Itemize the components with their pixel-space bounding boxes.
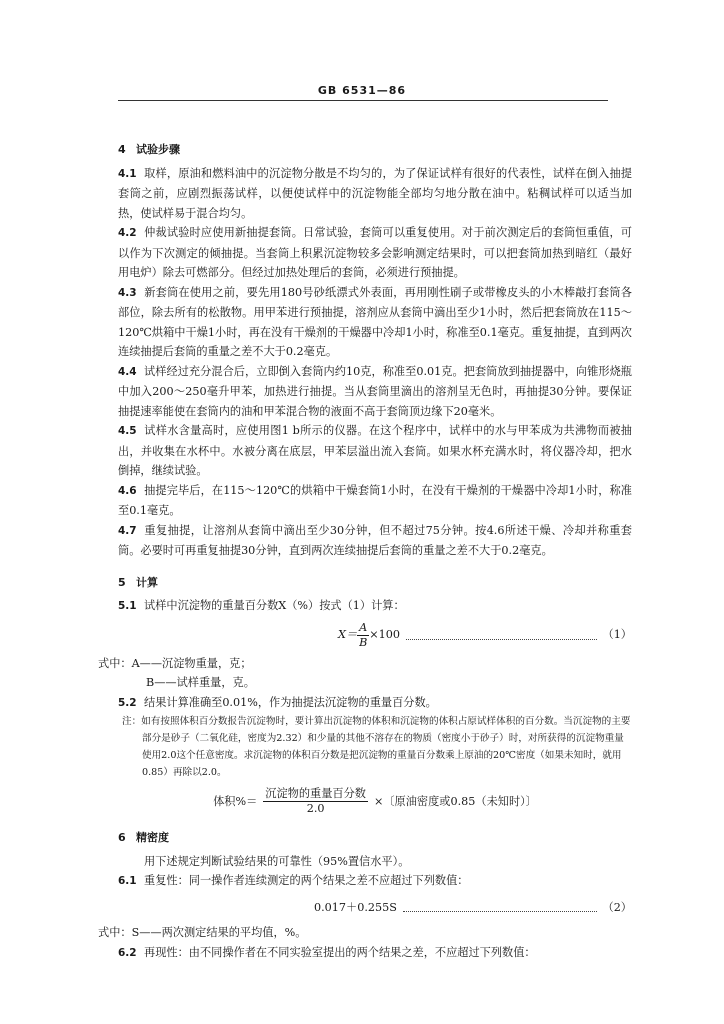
paragraph-number: 6.1 [118, 875, 137, 887]
formula-rhs: ×100 [369, 628, 400, 642]
section-4-title [118, 140, 632, 160]
section-number: 4 [118, 143, 126, 156]
section-5-title [118, 573, 632, 593]
paragraph-text: 试样经过充分混合后，立即倒入套筒内约10克，称准至0.01克。把套筒放到抽提器中，向锥形烧瓶中加入200～250毫升甲苯，加热进行抽提。当从套筒里滴出的溶剂呈无色时，再抽提30分钟。要保证抽提速率能使在套筒内的油和甲苯混合物的液面不高于套筒顶边缘下20毫米。 [118, 364, 632, 418]
definition-b-line [118, 673, 632, 693]
equation-number: （2） [602, 900, 632, 914]
formula-2 [314, 898, 632, 918]
header-rule [118, 100, 608, 101]
paragraph-4-7 [118, 521, 632, 561]
formula-denominator: B [359, 635, 368, 649]
paragraph-6-1 [118, 871, 632, 892]
definition-a: A——沉淀物重量，克； [131, 656, 252, 670]
paragraph-text: 仲裁试验时应使用新抽提套筒。日常试验，套筒可以重复使用。对于前次测定后的套筒恒重值，可以作为下次测定的倾抽提。当套筒上积累沉淀物较多会影响测定结果时，可以把套筒加热到暗红（最好用电炉）除去可燃部分。但经过加热处理后的套筒，必须进行预抽提。 [118, 226, 632, 279]
paragraph-text: 取样，原油和燃料油中的沉淀物分散是不均匀的，为了保证试样有很好的代表性，试样在倒入抽提套筒之前，应剧烈振荡试样，以便使试样中的沉淀物能全部均匀地分散在油中。粘稠试样可以适当加热，使试样易于混合均匀。 [118, 166, 632, 220]
page-header: GB 6531—86 [317, 84, 407, 97]
formula-denominator: 2.0 [306, 802, 325, 815]
formula-rhs: ×〔原油密度或0.85（未知时）〕 [373, 794, 537, 808]
paragraph-text: 试样中沉淀物的重量百分数X（%）按式（1）计算： [144, 599, 405, 612]
paragraph-text: 抽提完毕后，在115～120℃的烘箱中干燥套筒1小时，在没有干燥剂的干燥器中冷却1小时，称准至0.1毫克。 [118, 483, 632, 517]
paragraph-4-1 [118, 164, 632, 224]
leader-dots [406, 631, 597, 640]
formula-numerator: 沉淀物的重量百分数 [265, 787, 366, 800]
paragraph-number: 4.1 [118, 167, 137, 180]
definition-b: B——试样重量，克。 [146, 676, 255, 689]
formula-expression: 0.017＋0.255S [314, 900, 397, 914]
definition-intro: 式中： [98, 656, 132, 670]
paragraph-number: 5.1 [118, 600, 137, 612]
paragraph-text: 用下述规定判断试验结果的可靠性（95%置信水平）。 [144, 854, 410, 868]
paragraph-text: 再现性：由不同操作者在不同实验室提出的两个结果之差，不应超过下列数值： [144, 945, 536, 959]
paragraph-number: 5.2 [118, 696, 137, 709]
equation-number: （1） [602, 628, 632, 642]
paragraph-number: 4.6 [118, 484, 137, 497]
note: 注：如有按照体积百分数报告沉淀物时，要计算出沉淀物的体积和沉淀物的体积占原试样体积的百分数。当沉淀物的主要部分是砂子（二氧化硅，密度为2.32）和少量的其他不溶存在的物质（密度小于砂子）时，对所获得的沉淀物重量使用2.0这个任意密度。求沉淀物的体积百分数是把沉淀物的重量百分数乘上原油的20℃密度（如果未知时，就用0.85）再除以2.0。 [122, 716, 631, 778]
definition-intro-line [98, 654, 632, 674]
formula-numerator: A [359, 620, 368, 634]
paragraph-4-6 [118, 481, 632, 521]
paragraph-4-3 [118, 283, 632, 362]
section-title-text: 精密度 [136, 831, 169, 844]
paragraph-4-2 [118, 223, 632, 283]
section-number: 5 [118, 575, 126, 589]
section-title-text: 计算 [136, 575, 158, 589]
paragraph-6-2 [118, 943, 632, 964]
paragraph-number: 4.3 [118, 286, 137, 299]
paragraph-text: 结果计算准确至0.01%，作为抽提法沉淀物的重量百分数。 [144, 695, 437, 709]
paragraph-number: 4.5 [118, 425, 137, 437]
section-6-title [118, 828, 632, 848]
paragraph-text: 试样水含量高时，应使用图1 b所示的仪器。在这个程序中，试样中的水与甲苯成为共沸物而被抽出，并收集在水杯中。水被分离在底层，甲苯层溢出流入套筒。如果水杯充满水时，将仪器冷却，把水倒掉，继续试验。 [118, 424, 632, 477]
document-body [98, 128, 632, 963]
paragraph-5-1 [118, 596, 632, 617]
definition-s: 式中：S——两次测定结果的平均值，%。 [98, 926, 307, 939]
formula-1 [338, 621, 632, 650]
formula-fraction [357, 621, 369, 650]
paragraph-text: 重复抽提，让溶剂从套筒中滴出至少30分钟，但不超过75分钟。按4.6所述干燥、冷却并称重套筒。必要时可再重复抽提30分钟，直到两次连续抽提后套筒的重量之差不大于0.2毫克。 [118, 523, 632, 557]
section-number: 6 [118, 831, 126, 844]
formula-volume [118, 787, 632, 816]
paragraph-text: 新套筒在使用之前，要先用180号砂纸漂式外表面，再用刚性刷子或带橡皮头的小木棒敲打套筒各部位，除去所有的松散物。用甲苯进行预抽提，溶剂应从套筒中滴出至少1小时，然后把套筒放在115～120℃烘箱中干燥1小时，再在没有干燥剂的干燥器中冷却1小时，称准至0.1毫克。重复抽提，直到两次连续抽提后套筒的重量之差不大于0.2毫克。 [118, 285, 632, 358]
section-title-text: 试验步骤 [136, 143, 180, 156]
paragraph-number: 6.2 [118, 946, 137, 959]
formula-lhs: X＝ [338, 628, 358, 642]
paragraph-5-2 [118, 693, 632, 714]
paragraph-text: 重复性：同一操作者连续测定的两个结果之差不应超过下列数值： [144, 874, 469, 887]
paragraph-number: 4.4 [118, 365, 137, 378]
paragraph-6-intro [118, 852, 632, 872]
formula-lhs: 体积%＝ [213, 794, 258, 808]
paragraph-4-5 [118, 421, 632, 481]
leader-dots [403, 903, 597, 912]
paragraph-number: 4.2 [118, 227, 137, 239]
paragraph-number: 4.7 [118, 524, 137, 537]
formula-fraction [263, 787, 368, 816]
paragraph-4-4 [118, 362, 632, 422]
